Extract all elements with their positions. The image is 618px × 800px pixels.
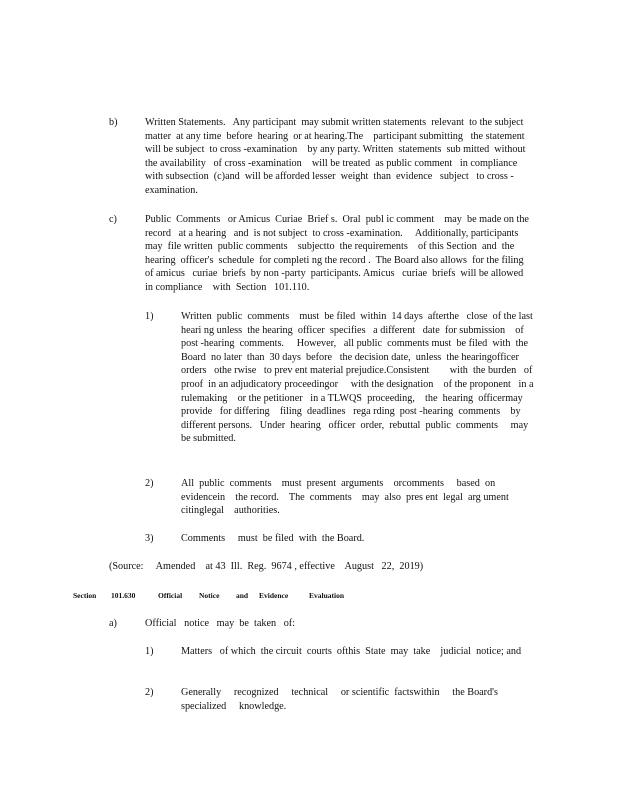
item-c-text: Public Comments or Amicus Curiae Brief s. Oral publ ic comment may be made on the record at a hearing and is not subject to cross -examination. Additionally, participants may file written public comments subjectto the requirements of this Section and the hearing officer's schedule for completi ng the record . The Board also allows for the filing of amicus curiae briefs by non -party participants. Amicus curiae briefs will be allowed in compliance with Section 101.110.: [145, 214, 532, 293]
section-label: Section: [73, 591, 97, 600]
section-title-word-1: Official: [158, 591, 183, 600]
item-a1-marker: 1): [145, 646, 154, 657]
item-c2-marker: 2): [145, 478, 154, 489]
item-c1-text: Written public comments must be filed within 14 days afterthe close of the last heari ng unless the hearing officer specifies a different date for submission of post -hearing comments. However, all public comments must be filed with the Board no later than 30 days before the decision date, unless the hearingofficer orders othe rwise to prev ent material prejudice.Consistent with the burden of proof in an adjudicatory proceedingor with the designation of the proponent in a rulemaking or the petitioner in a TLWQS proceeding, the hearing officermay provide for differing filing deadlines rega rding post -hearing comments by different persons. Under hearing officer order, rebuttal public comments may be submitted.: [181, 311, 538, 445]
section-title-word-2: Notice: [199, 591, 220, 600]
item-a-marker: a): [109, 618, 117, 629]
item-c-marker: c): [109, 214, 117, 225]
item-a2-marker: 2): [145, 687, 154, 698]
item-a-text: Official notice may be taken of:: [145, 618, 296, 629]
item-a1-text: Matters of which the circuit courts ofthis State may take judicial notice; and: [181, 646, 522, 657]
source-note: (Source: Amended at 43 Ill. Reg. 9674 , effective August 22, 2019): [109, 561, 424, 572]
item-b-marker: b): [109, 117, 118, 128]
item-c3-text: Comments must be filed with the Board.: [181, 533, 365, 544]
item-a2-text: Generally recognized technical or scientific factswithin the Board's specialized knowledge.: [181, 687, 501, 712]
item-b-text: Written Statements. Any participant may submit written statements relevant to the subject matter at any time before hearing or at hearing.The participant submitting the statement will be subject to cross -examination by any party. Written statements sub mitted without the availability of cross -examination will be treated as public comment in compliance with subsection (c)and will be afforded lesser weight than evidence subject to cross -examination.: [145, 117, 533, 196]
item-c3-marker: 3): [145, 533, 154, 544]
section-title-word-5: Evaluation: [309, 591, 345, 600]
item-c2-text: All public comments must present arguments orcomments based on evidencein the record. The comments may also pres ent legal arg ument citinglegal authorities.: [181, 478, 512, 517]
section-number: 101.630: [111, 591, 136, 600]
section-title-word-4: Evidence: [259, 591, 289, 600]
item-c1-marker: 1): [145, 311, 154, 322]
section-title-word-3: and: [236, 591, 249, 600]
